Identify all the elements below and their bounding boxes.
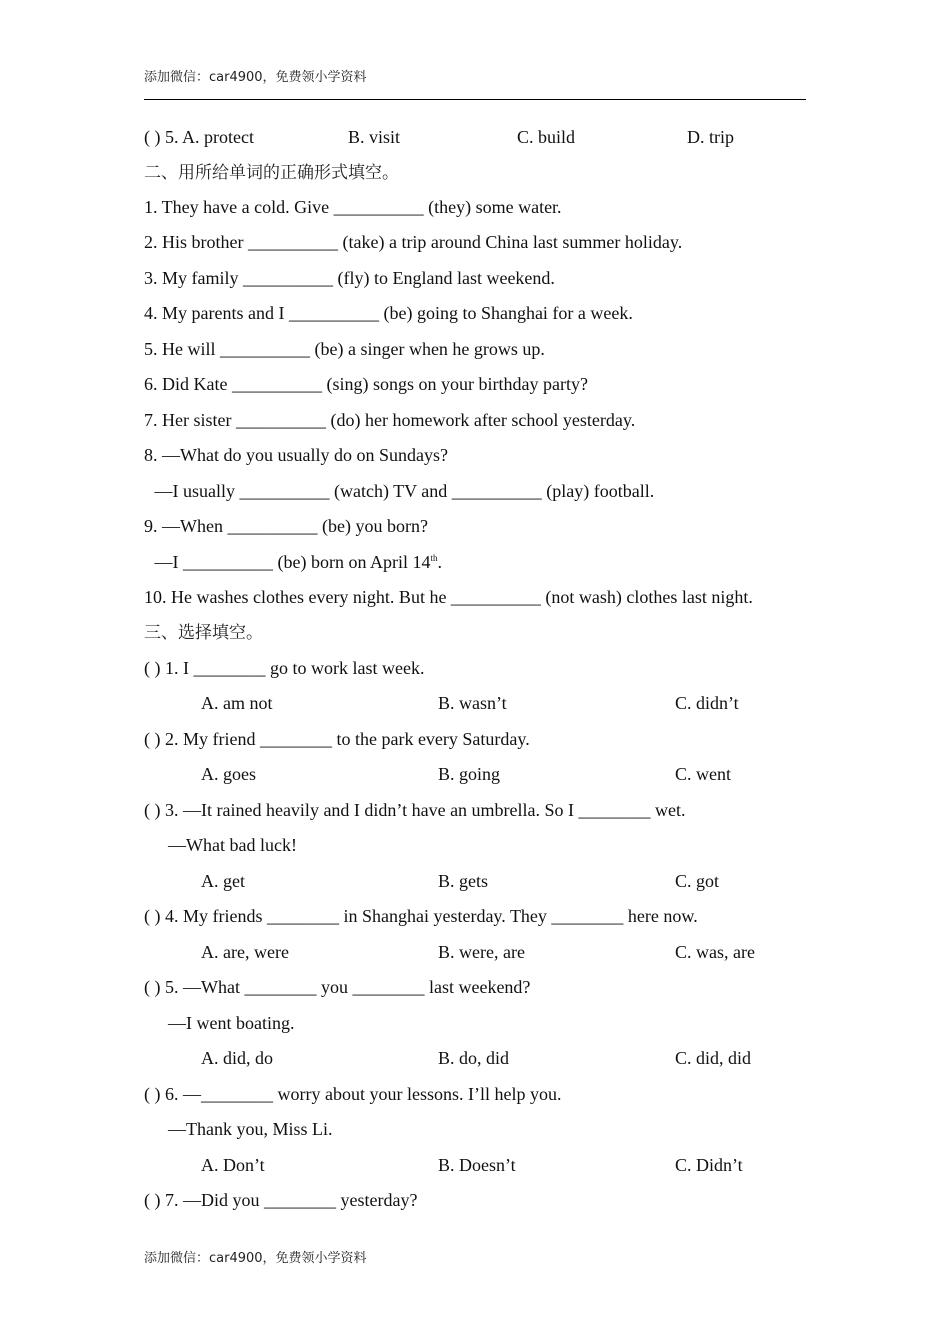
section2-item-7: 7. Her sister __________ (do) her homework after school yesterday. [144, 410, 636, 430]
q4-stem: ( ) 4. My friends ________ in Shanghai yesterday. They ________ here now. [144, 906, 698, 926]
q1-stem: ( ) 1. I ________ go to work last week. [144, 658, 425, 678]
section2-item-9-question: 9. —When __________ (be) you born? [144, 516, 428, 536]
q6-option-c: C. Didn’t [675, 1155, 743, 1175]
q3-option-a: A. get [201, 871, 245, 891]
q5-option-c: C. did, did [675, 1048, 752, 1068]
q3-option-b: B. gets [438, 871, 489, 891]
section3-title: 三、选择填空。 [144, 623, 263, 643]
q3-reply: —What bad luck! [168, 835, 297, 855]
section2-item-3: 3. My family __________ (fly) to England last weekend. [144, 268, 555, 288]
q5-option-b: B. do, did [438, 1048, 510, 1068]
q5-stem: ( ) 5. —What ________ you ________ last weekend? [144, 977, 531, 997]
section2-item-10: 10. He washes clothes every night. But he __________ (not wash) clothes last night. [144, 587, 753, 607]
section2-item-8-answer: —I usually __________ (watch) TV and __________ (play) football. [150, 481, 655, 501]
q3-stem: ( ) 3. —It rained heavily and I didn’t have an umbrella. So I ________ wet. [144, 800, 686, 820]
q1-option-b: B. wasn’t [438, 693, 507, 713]
section2-item-4: 4. My parents and I __________ (be) going to Shanghai for a week. [144, 303, 633, 323]
q4-option-b: B. were, are [438, 942, 525, 962]
q4-option-a: A. are, were [201, 942, 289, 962]
section2-item-9-answer [150, 551, 442, 573]
ordinal-suffix: th [430, 553, 438, 563]
section2-item-1: 1. They have a cold. Give __________ (they) some water. [144, 197, 562, 217]
q7-stem: ( ) 7. —Did you ________ yesterday? [144, 1190, 418, 1210]
page-header: 添加微信：car4900，免费领小学资料 [144, 70, 367, 85]
section2-item-2: 2. His brother __________ (take) a trip around China last summer holiday. [144, 232, 683, 252]
top-question-option-d: D. trip [687, 127, 734, 147]
q1-option-a: A. am not [201, 693, 273, 713]
q6-option-b: B. Doesn’t [438, 1155, 516, 1175]
q5-option-a: A. did, do [201, 1048, 273, 1068]
section2-item-9-period: . [437, 552, 442, 572]
q1-option-c: C. didn’t [675, 693, 739, 713]
q2-option-b: B. going [438, 764, 501, 784]
section2-item-5: 5. He will __________ (be) a singer when he grows up. [144, 339, 545, 359]
top-question-option-b: B. visit [348, 127, 401, 147]
top-question-option-c: C. build [517, 127, 576, 147]
q2-stem: ( ) 2. My friend ________ to the park every Saturday. [144, 729, 530, 749]
q4-option-c: C. was, are [675, 942, 755, 962]
q6-stem: ( ) 6. —________ worry about your lessons. I’ll help you. [144, 1084, 562, 1104]
q3-option-c: C. got [675, 871, 720, 891]
q6-option-a: A. Don’t [201, 1155, 265, 1175]
page-footer: 添加微信：car4900，免费领小学资料 [144, 1251, 367, 1266]
q2-option-c: C. went [675, 764, 731, 784]
section2-item-6: 6. Did Kate __________ (sing) songs on your birthday party? [144, 374, 588, 394]
q5-reply: —I went boating. [168, 1013, 295, 1033]
section2-item-9-answer-text: —I __________ (be) born on April 14 [150, 552, 431, 572]
section2-item-8-question: 8. —What do you usually do on Sundays? [144, 445, 448, 465]
top-question-stem: ( ) 5. A. protect [144, 127, 254, 147]
header-rule [144, 99, 806, 100]
q6-reply: —Thank you, Miss Li. [168, 1119, 333, 1139]
q2-option-a: A. goes [201, 764, 256, 784]
section2-title: 二、用所给单词的正确形式填空。 [144, 163, 399, 183]
